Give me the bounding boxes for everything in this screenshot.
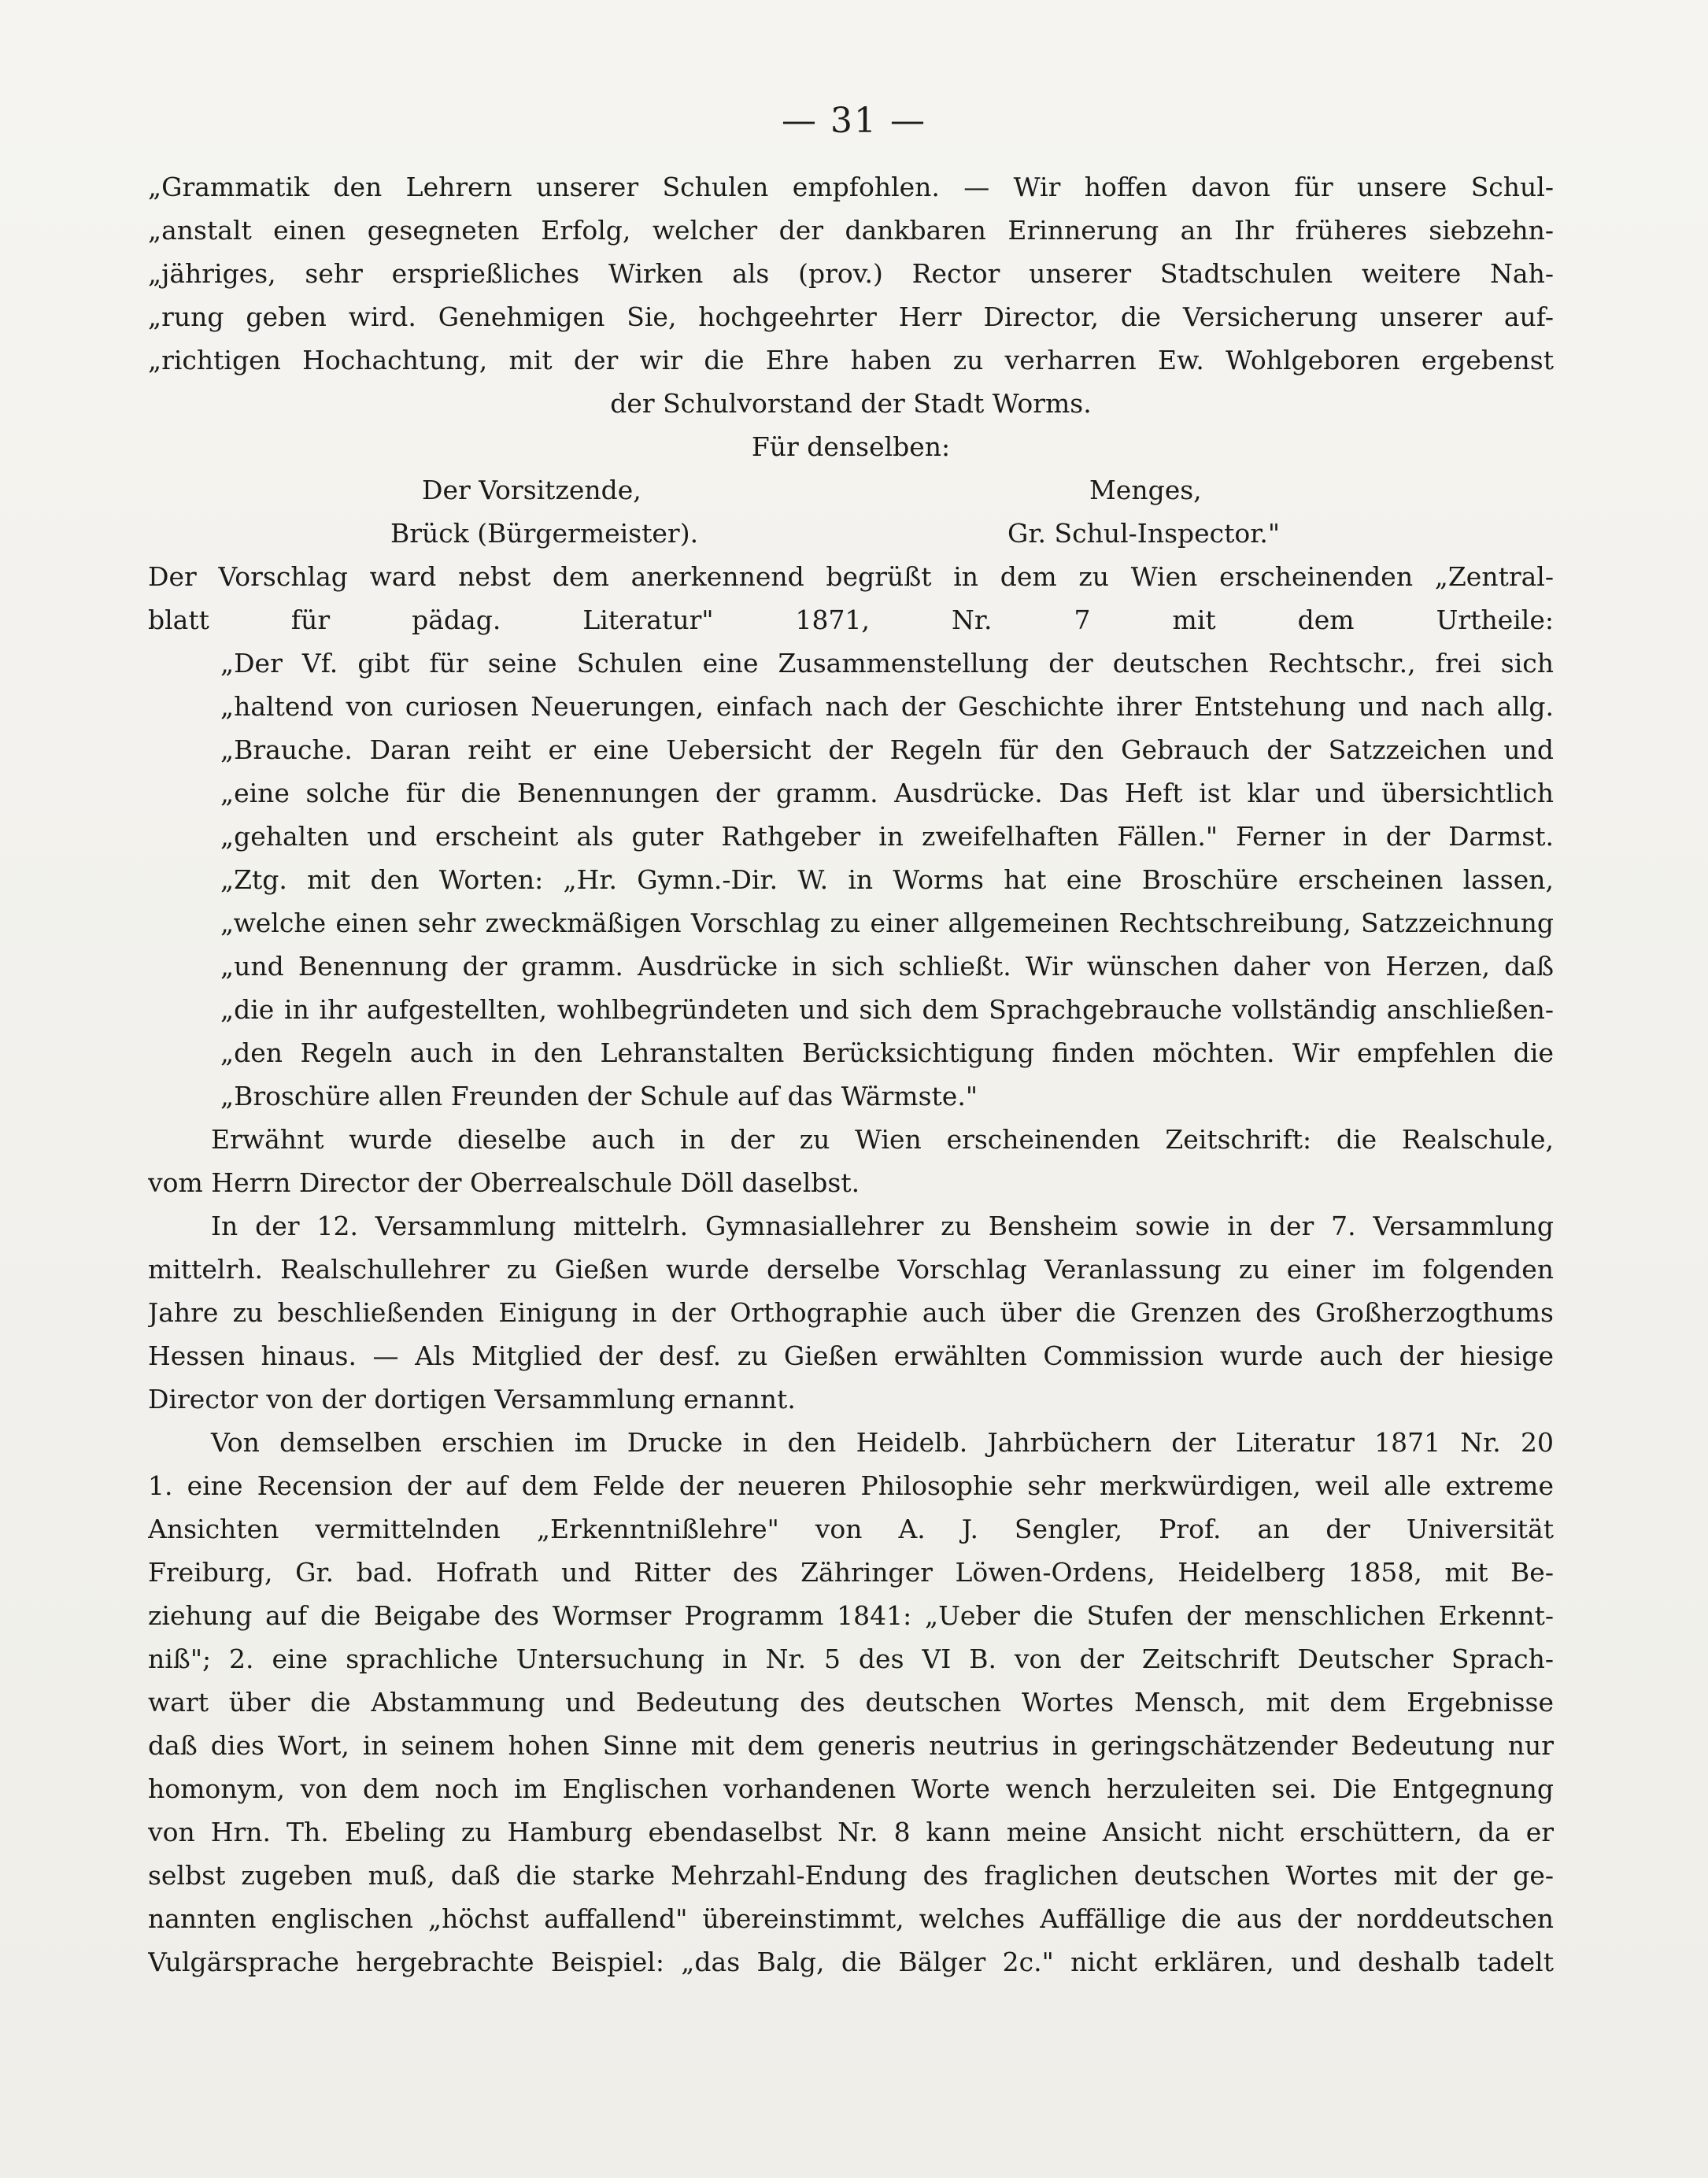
text-line: blatt für pädag. Literatur" 1871, Nr. 7 mit dem Urtheile: [148, 605, 1554, 635]
text-line: Director von der dortigen Versammlung ernannt. [148, 1384, 796, 1414]
text-line: Freiburg, Gr. bad. Hofrath und Ritter des Zähringer Löwen-Ordens, Heidelberg 1858, mit Be- [148, 1557, 1554, 1588]
signature-row [148, 512, 1554, 555]
text-line: von Hrn. Th. Ebeling zu Hamburg ebendaselbst Nr. 8 kann meine Ansicht nicht erschüttern, da er [148, 1817, 1554, 1847]
text-line: selbst zugeben muß, daß die starke Mehrzahl-Endung des fraglichen deutschen Wortes mit der ge- [148, 1860, 1554, 1891]
text-line: „und Benennung der gramm. Ausdrücke in sich schließt. Wir wünschen daher von Herzen, daß [220, 951, 1554, 982]
text-line: nannten englischen „höchst auffallend" übereinstimmt, welches Auffällige die aus der norddeutschen [148, 1903, 1554, 1934]
text-line: niß"; 2. eine sprachliche Untersuchung in Nr. 5 des VI B. von der Zeitschrift Deutscher Sprach- [148, 1644, 1554, 1674]
text-line: Erwähnt wurde dieselbe auch in der zu Wien erscheinenden Zeitschrift: die Realschule, [211, 1124, 1554, 1155]
text-line: In der 12. Versammlung mittelrh. Gymnasiallehrer zu Bensheim sowie in der 7. Versammlung [211, 1211, 1554, 1241]
signature-right: Menges, [1089, 475, 1202, 505]
signature-left: Brück (Bürgermeister). [390, 518, 699, 549]
text-line: „den Regeln auch in den Lehranstalten Berücksichtigung finden möchten. Wir empfehlen die [220, 1037, 1554, 1068]
text-line: Hessen hinaus. — Als Mitglied der desf. zu Gießen erwählten Commission wurde auch der hiesige [148, 1340, 1554, 1371]
signature-row [148, 468, 1554, 512]
text-line: 1. eine Recension der auf dem Felde der neueren Philosophie sehr merkwürdigen, weil alle extreme [148, 1470, 1554, 1501]
text-line: Ansichten vermittelnden „Erkenntnißlehre" von A. J. Sengler, Prof. an der Universität [148, 1514, 1554, 1544]
text-line: „haltend von curiosen Neuerungen, einfach nach der Geschichte ihrer Entstehung und nach allg. [220, 691, 1554, 722]
text-line: ziehung auf die Beigabe des Wormser Programm 1841: „Ueber die Stufen der menschlichen Erkennt- [148, 1600, 1554, 1631]
signature-right: Gr. Schul-Inspector." [1007, 518, 1281, 549]
text-line: Vulgärsprache hergebrachte Beispiel: „das Balg, die Bälger 2c." nicht erklären, und deshalb tadelt [148, 1947, 1554, 1977]
text-line: „Brauche. Daran reiht er eine Uebersicht der Regeln für den Gebrauch der Satzzeichen und [220, 734, 1554, 765]
text-line: „die in ihr aufgestellten, wohlbegründeten und sich dem Sprachgebrauche vollständig anschließen- [220, 994, 1554, 1025]
text-line: „Grammatik den Lehrern unserer Schulen empfohlen. — Wir hoffen davon für unsere Schul- [148, 172, 1554, 202]
text-line: Von demselben erschien im Drucke in den Heidelb. Jahrbüchern der Literatur 1871 Nr. 20 [211, 1427, 1554, 1458]
text-line: „rung geben wird. Genehmigen Sie, hochgeehrter Herr Director, die Versicherung unserer auf- [148, 301, 1554, 332]
text-line: Jahre zu beschließenden Einigung in der Orthographie auch über die Grenzen des Großherzogthums [148, 1297, 1554, 1328]
page-number: — 31 — [782, 101, 926, 141]
text-line: mittelrh. Realschullehrer zu Gießen wurde derselbe Vorschlag Veranlassung zu einer im folgenden [148, 1254, 1554, 1285]
text-line: homonym, von dem noch im Englischen vorhandenen Worte wench herzuleiten sei. Die Entgegnung [148, 1773, 1554, 1804]
text-line: „Der Vf. gibt für seine Schulen eine Zusammenstellung der deutschen Rechtschr., frei sich [220, 648, 1554, 679]
text-block [148, 165, 1554, 1984]
signature-left: Der Vorsitzende, [422, 475, 641, 505]
text-line: „Broschüre allen Freunden der Schule auf das Wärmste." [220, 1081, 978, 1111]
text-line: „welche einen sehr zweckmäßigen Vorschlag zu einer allgemeinen Rechtschreibung, Satzzeichnung [220, 908, 1554, 938]
body-text [148, 555, 1554, 1984]
text-line: Der Vorschlag ward nebst dem anerkennend begrüßt in dem zu Wien erscheinenden „Zentral- [148, 561, 1554, 592]
text-line: daß dies Wort, in seinem hohen Sinne mit dem generis neutrius in geringschätzender Bedeutung nur [148, 1730, 1554, 1761]
text-line: „jähriges, sehr ersprießliches Wirken als (prov.) Rector unserer Stadtschulen weitere Nah- [148, 258, 1554, 289]
text-line: wart über die Abstammung und Bedeutung des deutschen Wortes Mensch, mit dem Ergebnisse [148, 1687, 1554, 1718]
text-line: „eine solche für die Benennungen der gramm. Ausdrücke. Das Heft ist klar und übersichtlich [220, 778, 1554, 808]
text-line: „richtigen Hochachtung, mit der wir die Ehre haben zu verharren Ew. Wohlgeboren ergebenst [148, 345, 1554, 375]
signatory-line: Für denselben: [751, 431, 951, 462]
text-line: „anstalt einen gesegneten Erfolg, welcher der dankbaren Erinnerung an Ihr früheres siebzehn- [148, 215, 1554, 246]
text-line: „gehalten und erscheint als guter Rathgeber in zweifelhaften Fällen." Ferner in der Darmst. [220, 821, 1554, 852]
text-line: vom Herrn Director der Oberrealschule Döll daselbst. [148, 1167, 860, 1198]
text-line: „Ztg. mit den Worten: „Hr. Gymn.-Dir. W. in Worms hat eine Broschüre erscheinen lassen, [220, 864, 1554, 895]
signatory-line: der Schulvorstand der Stadt Worms. [610, 388, 1092, 419]
